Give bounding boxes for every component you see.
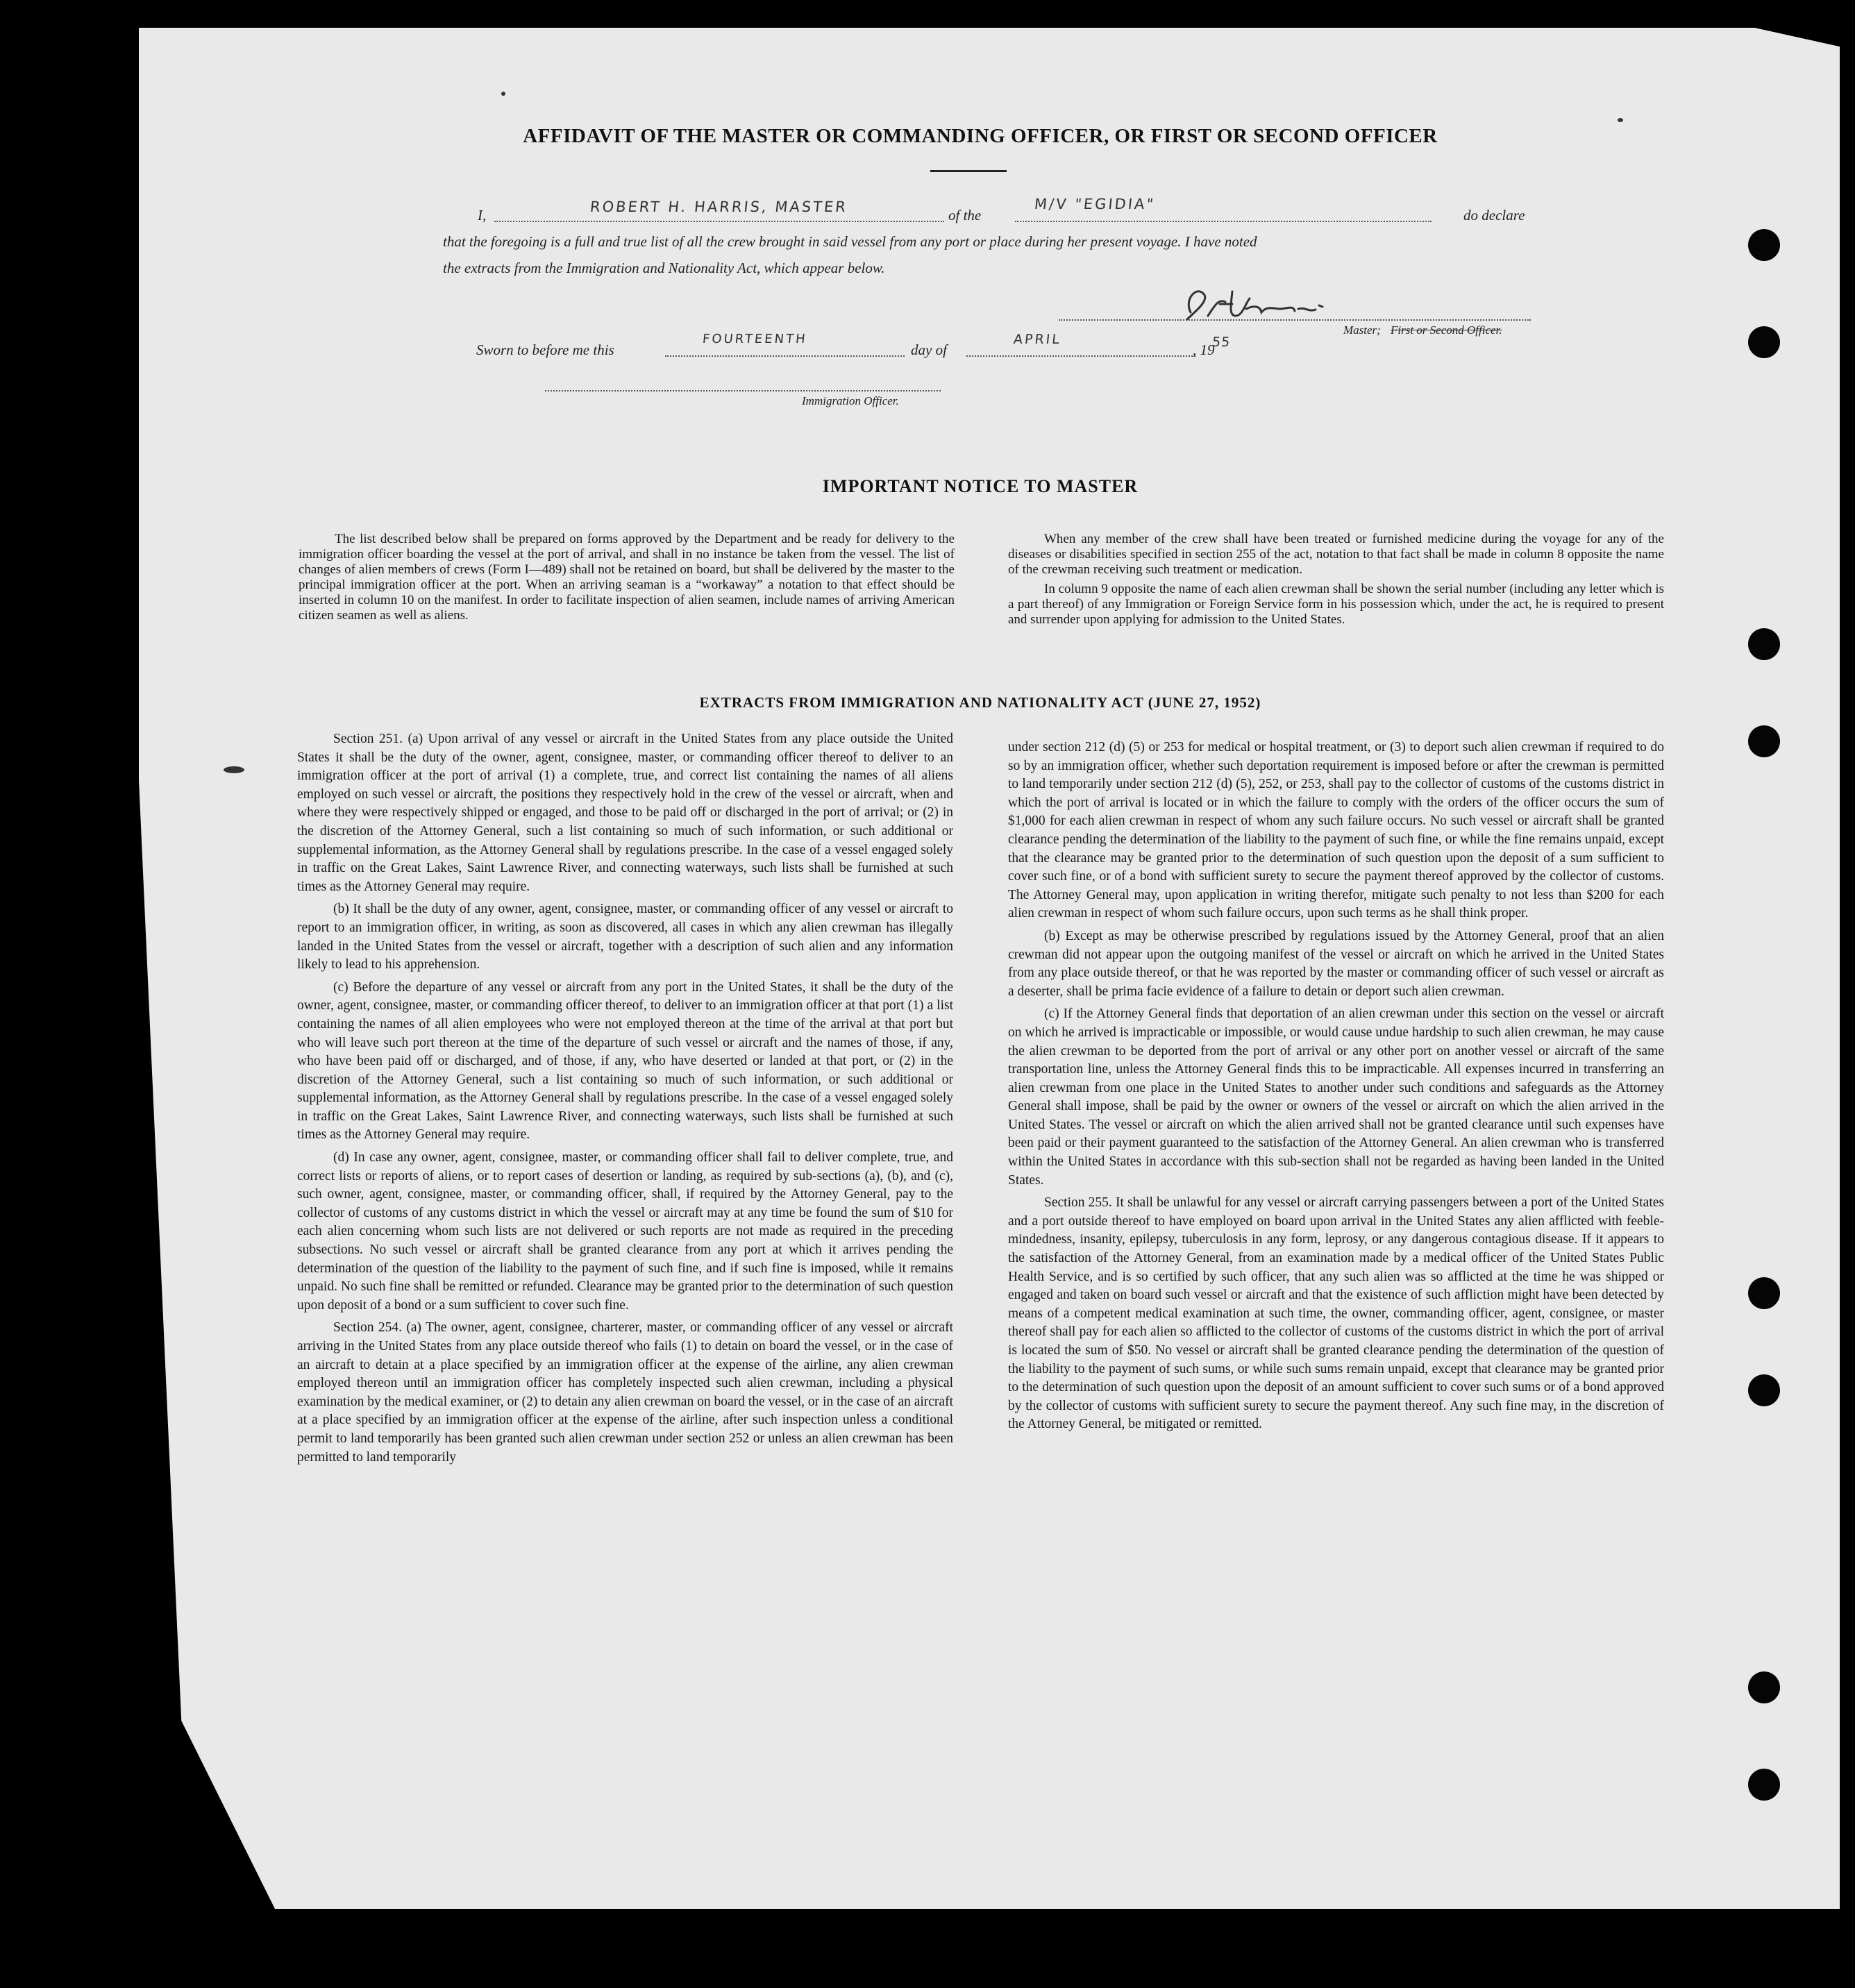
punch-hole <box>1748 229 1780 261</box>
section-251-a: Section 251. (a) Upon arrival of any vessel or aircraft in the United States from any place outside the United States it shall be the duty of the owner, agent, consignee, master, or commanding officer thereof to deliver to an immigration officer at the port of arrival (1) a complete, true, and correct list containing the names of all aliens employed on such vessel or aircraft, the positions they respectively hold in the crew of the vessel or aircraft, when and where they were respectively shipped or engaged, and those to be paid off or discharged in the port of arrival; or (2) in the discretion of the Attorney General, such a list containing so much of such information, or such additional or supplemental information, as the Attorney General shall by regulations prescribe. In the case of a vessel engaged solely in traffic on the Great Lakes, Saint Lawrence River, and connecting waterways, such lists shall be furnished at such times as the Attorney General may require. <box>297 732 953 894</box>
officer-label: Immigration Officer. <box>802 394 899 407</box>
section-251-d: (d) In case any owner, agent, consignee, master, or commanding officer shall fail to deliver complete, true, and correct lists or reports of aliens, or to report cases of desertion or landing, as required by sub-sections (a), (b), and (c), such owner, agent, consignee, master, or commanding officer, shall, if required by the Attorney General, pay to the collector of customs of any customs district in which the vessel or aircraft may at any time be found the sum of $10 for each alien concerning whom such lists are not delivered or such reports are not made as required in the preceding subsections. No such vessel or aircraft shall be granted clearance from any port at which it arrives pending the determination of the question of the liability to the payment of such fine, and if such fine is imposed, while it remains unpaid. No such fine shall be remitted or refunded. Clearance may be granted prior to the determination of such question upon deposit of a bond or a sum sufficient to cover such fine. <box>297 1150 953 1313</box>
sworn-day-line <box>665 355 905 357</box>
label-do-declare: do declare <box>1463 207 1525 224</box>
declaration-line-2: the extracts from the Immigration and Nationality Act, which appear below. <box>443 260 885 276</box>
punch-hole <box>1748 326 1780 358</box>
section-255: Section 255. It shall be unlawful for any vessel or aircraft carrying passengers between a port of the United States and a port outside thereof to have employed on board upon arrival in the United States any alien afflicted with feeble-mindedness, insanity, epilepsy, tuberculosis in any form, leprosy, or any dangerous contagious disease. If it appears to the satisfaction of the Attorney General, from an examination made by a medical officer of the United States Public Health Service, and is so certified by such officer, that any such alien was so afflicted at the time he was shipped or engaged and taken on board such vessel or aircraft and that the existence of such affliction might have been detected by means of a competent medical examination at such time, the owner, commanding officer, agent, consignee, or master thereof shall pay for each alien so afflicted to the collector of customs of the customs district in which the port of arrival is located the sum of $50. No vessel or aircraft shall be granted clearance pending the determination of the question of the liability to the payment of such sums, or while such sums remain unpaid, except that clearance may be granted prior to the determination of such question upon the deposit of an amount sufficient to cover such sums or of a bond approved by the collector of customs with sufficient surety to secure the payment thereof. Any such fine may, in the discretion of the Attorney General, be mitigated or remitted. <box>1008 1195 1664 1432</box>
year-value: 55 <box>1211 335 1232 350</box>
ink-speck <box>1618 118 1623 122</box>
punch-hole <box>1748 628 1780 660</box>
punch-hole <box>1748 1277 1780 1309</box>
section-254-c: (c) If the Attorney General finds that deportation of an alien crewman under this section on the vessel or aircraft on which he arrived is impracticable or impossible, or would cause undue hardship to such alien crewman, he may cause the alien crewman to be deported from the port of arrival or any other port on another vessel or aircraft of the same transportation line, unless the Attorney General finds this to be impracticable. All expenses incurred in transferring an alien crewman from one place in the United States to another under such conditions and safeguards as the Attorney General shall impose, shall be paid by the owner or owners of the vessel or aircraft on which the alien arrived in the United States. The vessel or aircraft on which the alien arrived shall not be granted clearance until such expenses have been paid or their payment guaranteed to the satisfaction of the Attorney General. An alien crewman who is transferred within the United States in accordance with this sub-section shall not be regarded as having been landed in the United States. <box>1008 1006 1664 1188</box>
extracts-right-column <box>1008 739 1664 1438</box>
title-divider <box>930 170 1007 172</box>
extracts-left-column <box>297 730 953 1471</box>
section-254-b: (b) Except as may be otherwise prescribed by regulations issued by the Attorney General, proof that an alien crewman did not appear upon the outgoing manifest of the vessel or aircraft on which he arrived in the United States from any place outside thereof, or that he was reported by the master or commanding officer of such vessel or aircraft as a deserter, shall be prima facie evidence of a failure to detain or deport such alien crewman. <box>1008 928 1664 999</box>
notice-left-paragraph: The list described below shall be prepared on forms approved by the Department and be ready for delivery to the immigration officer boarding the vessel at the port of arrival, and shall in no instance be taken from the vessel. The list of changes of alien members of crews (Form I—489) shall not be retained on board, but shall be delivered by the master to the principal immigration officer at the port. When an arriving seaman is a “workaway” a notation to that effect should be inserted in column 10 on the manifest. In order to facilitate inspection of alien seamen, include names of arriving American citizen seamen as well as aliens. <box>299 532 955 623</box>
section-254-a: Section 254. (a) The owner, agent, consignee, charterer, master, or commanding officer of any vessel or aircraft arriving in the United States from any place outside thereof who fails (1) to detain on board the vessel, or in the case of an aircraft to detain at a place specified by an immigration officer at the expense of the airline, any alien crewman employed thereon until an immigration officer has completely inspected such alien crewman, including a physical examination by the medical examiner, or (2) to detain any alien crewman on board the vessel, or in the case of an aircraft at a place specified by an immigration officer at the expense of the airline, after such inspection unless a conditional permit to land temporarily has been granted such alien crewman under section 252 or unless an alien crewman has been permitted to land temporarily <box>297 1320 953 1465</box>
affidavit-title: AFFIDAVIT OF THE MASTER OR COMMANDING OFFICER, OR FIRST OR SECOND OFFICER <box>523 125 1438 147</box>
role-struck-officer: First or Second Officer. <box>1391 323 1502 337</box>
sworn-month: APRIL <box>1012 332 1063 347</box>
vessel-line <box>1015 221 1432 222</box>
sworn-label: Sworn to before me this <box>476 342 614 358</box>
vessel-name: M/V "EGIDIA" <box>1033 196 1157 212</box>
sworn-month-line <box>966 355 1195 357</box>
notice-left-column <box>299 532 955 627</box>
punch-hole <box>1748 1374 1780 1406</box>
officer-line <box>545 390 941 391</box>
day-of-label: day of <box>911 342 947 358</box>
section-254-a-continued: under section 212 (d) (5) or 253 for medical or hospital treatment, or (3) to deport such alien crewman if required to do so by an immigration officer, whether such deportation requirement is imposed before or after the crewman is permitted to land temporarily under section 212 (d) (5), 252, or 253, shall pay to the collector of customs of the customs district in which the port of arrival is located or in which the failure to comply with the orders of the officer occurs the sum of $1,000 for each alien crewman in respect of whom any such failure occurs. No such vessel or aircraft shall be granted clearance pending the determination of the liability to the payment of such fine, or while the fine remains unpaid, except that the clearance may be granted prior to the determination of such question upon the deposit of a sum sufficient to cover such fine, or of a bond with sufficient surety to secure the payment thereof approved by the collector of customs. The Attorney General may, upon application in writing therefor, mitigate such penalty to not less than $200 for each alien crewman in respect of whom such failure occurs, upon such terms as he shall think proper. <box>1008 740 1664 921</box>
notice-title: IMPORTANT NOTICE TO MASTER <box>822 476 1139 496</box>
extracts-title: EXTRACTS FROM IMMIGRATION AND NATIONALITY ACT (JUNE 27, 1952) <box>699 694 1261 711</box>
master-signature <box>1177 278 1364 333</box>
notice-right-paragraph-1: When any member of the crew shall have been treated or furnished medicine during the voyage for any of the diseases or disabilities specified in section 255 of the act, notation to that fact shall be made in column 8 opposite the name of the crewman receiving such treatment or medication. <box>1008 532 1664 577</box>
ink-speck <box>501 92 505 96</box>
label-of-the: of the <box>948 207 982 224</box>
ink-smudge <box>224 766 244 773</box>
notice-right-paragraph-2: In column 9 opposite the name of each alien crewman shall be shown the serial number (including any letter which is a part thereof) of any Immigration or Foreign Service form in his possession which, under the act, he is required to present and surrender upon applying for admission to the United States. <box>1008 582 1664 627</box>
declaration-line-1: that the foregoing is a full and true list of all the crew brought in said vessel from any port or place during her present voyage. I have noted <box>443 233 1257 250</box>
notice-right-column <box>1008 532 1664 632</box>
label-i: I, <box>478 207 487 224</box>
sworn-day: FOURTEENTH <box>701 332 808 346</box>
section-251-c: (c) Before the departure of any vessel or aircraft from any port in the United States, it shall be the duty of the owner, agent, consignee, master, or commanding officer thereof, to deliver to an immigration officer at that port (1) a list containing the names of all alien employees who were not employed thereon at the time of the arrival at that port but who will leave such port thereon at the time of the departure of such vessel or aircraft and the names of those, if any, who have been paid off or discharged, and of those, if any, who have deserted or landed at that port, or (2) in the discretion of the Attorney General, such a list containing so much of such information, or such additional or supplemental information, as the Attorney General shall by regulations prescribe. In the case of a vessel engaged solely in traffic on the Great Lakes, Saint Lawrence River, and connecting waterways, such lists shall be furnished at such times as the Attorney General may require. <box>297 979 953 1143</box>
punch-hole <box>1748 1769 1780 1801</box>
role-master: Master; <box>1343 323 1381 337</box>
name-line <box>494 221 944 222</box>
year-prefix: , 19 <box>1193 342 1215 358</box>
punch-hole <box>1748 1671 1780 1703</box>
section-251-b: (b) It shall be the duty of any owner, agent, consignee, master, or commanding officer of any vessel or aircraft to report to an immigration officer, in writing, as soon as discovered, all cases in which any alien crewman has illegally landed in the United States from the vessel or aircraft, together with a description of such alien and any information likely to lead to his apprehension. <box>297 902 953 972</box>
punch-hole <box>1748 725 1780 757</box>
master-name: ROBERT H. HARRIS, MASTER <box>589 199 849 215</box>
